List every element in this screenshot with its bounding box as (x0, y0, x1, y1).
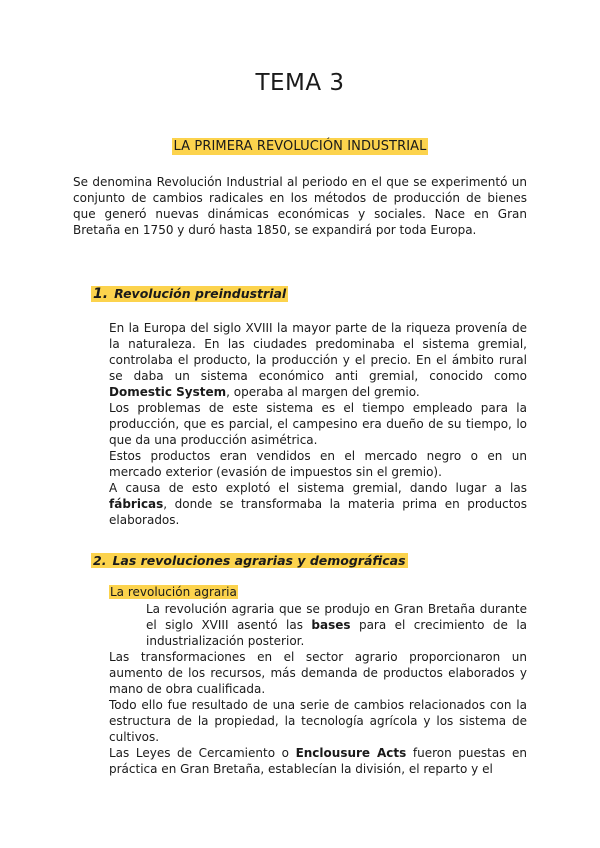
text-span: , operaba al margen del gremio. (226, 385, 420, 399)
section-2-paragraph: Las transformaciones en el sector agrario proporcionaron un aumento de los recursos, más demanda de productos elaborados y mano de obra cualificada. (109, 650, 527, 696)
section-1-body (109, 320, 527, 528)
text-span: La revolución agraria que se produjo en Gran Bretaña durante el siglo XVIII asentó las (146, 602, 527, 632)
bold-term: bases (311, 618, 351, 632)
section-1-title: Revolución preindustrial (114, 286, 287, 301)
text-span: , donde se transformaba la materia prima en productos elaborados. (109, 497, 527, 527)
bold-term: Domestic System (109, 385, 227, 399)
section-1-number: 1. (93, 286, 109, 302)
text-span: para el crecimiento de la industrialización posterior. (146, 618, 528, 648)
section-2-paragraph: Todo ello fue resultado de una serie de cambios relacionados con la estructura de la propiedad, la tecnología agrícola y los sistema de cultivos. (109, 698, 527, 744)
page-title: TEMA 3 (255, 70, 345, 96)
subtitle-container (0, 135, 600, 154)
section-2-heading (91, 553, 408, 568)
subsection-heading: La revolución agraria (110, 585, 237, 599)
bold-term: Enclousure Acts (295, 746, 407, 760)
bold-term: fábricas (109, 497, 164, 511)
text-span: A causa de esto explotó el sistema gremial, dando lugar a las (109, 481, 527, 495)
section-2-body (109, 601, 527, 777)
text-span: fueron puestas en práctica en Gran Bretaña, establecían la división, el reparto y el (109, 746, 527, 776)
document-subtitle: LA PRIMERA REVOLUCIÓN INDUSTRIAL (173, 139, 427, 154)
section-1-paragraph (109, 480, 527, 528)
intro-paragraph: Se denomina Revolución Industrial al periodo en el que se experimentó un conjunto de cambios radicales en los métodos de producción de bienes que generó nuevas dinámicas económicas y sociales. Nace en Gran Bretaña en 1750 y duró hasta 1850, se expandirá por toda Europa. (73, 175, 527, 237)
section-1-paragraph: Los problemas de este sistema es el tiempo empleado para la producción, que es parcial, el campesino era dueño de su tiempo, lo que da una producción asimétrica. (109, 401, 527, 447)
section-1-heading (91, 286, 288, 302)
section-1-paragraph (109, 320, 527, 400)
section-2-number: 2. (93, 553, 107, 568)
section-1-paragraph: Estos productos eran vendidos en el mercado negro o en un mercado exterior (evasión de impuestos sin el gremio). (109, 449, 527, 479)
section-2-paragraph (109, 601, 527, 649)
text-span: En la Europa del siglo XVIII la mayor parte de la riqueza provenía de la naturaleza. En las ciudades predominaba el sistema gremial, controlaba el producto, la producción y el precio. En el ámbito rural se daba un sistema económico anti gremial, conocido como (109, 321, 527, 383)
text-span: Las Leyes de Cercamiento o (109, 746, 296, 760)
section-2-paragraph (109, 745, 527, 777)
section-2-title: Las revoluciones agrarias y demográficas (112, 553, 406, 568)
